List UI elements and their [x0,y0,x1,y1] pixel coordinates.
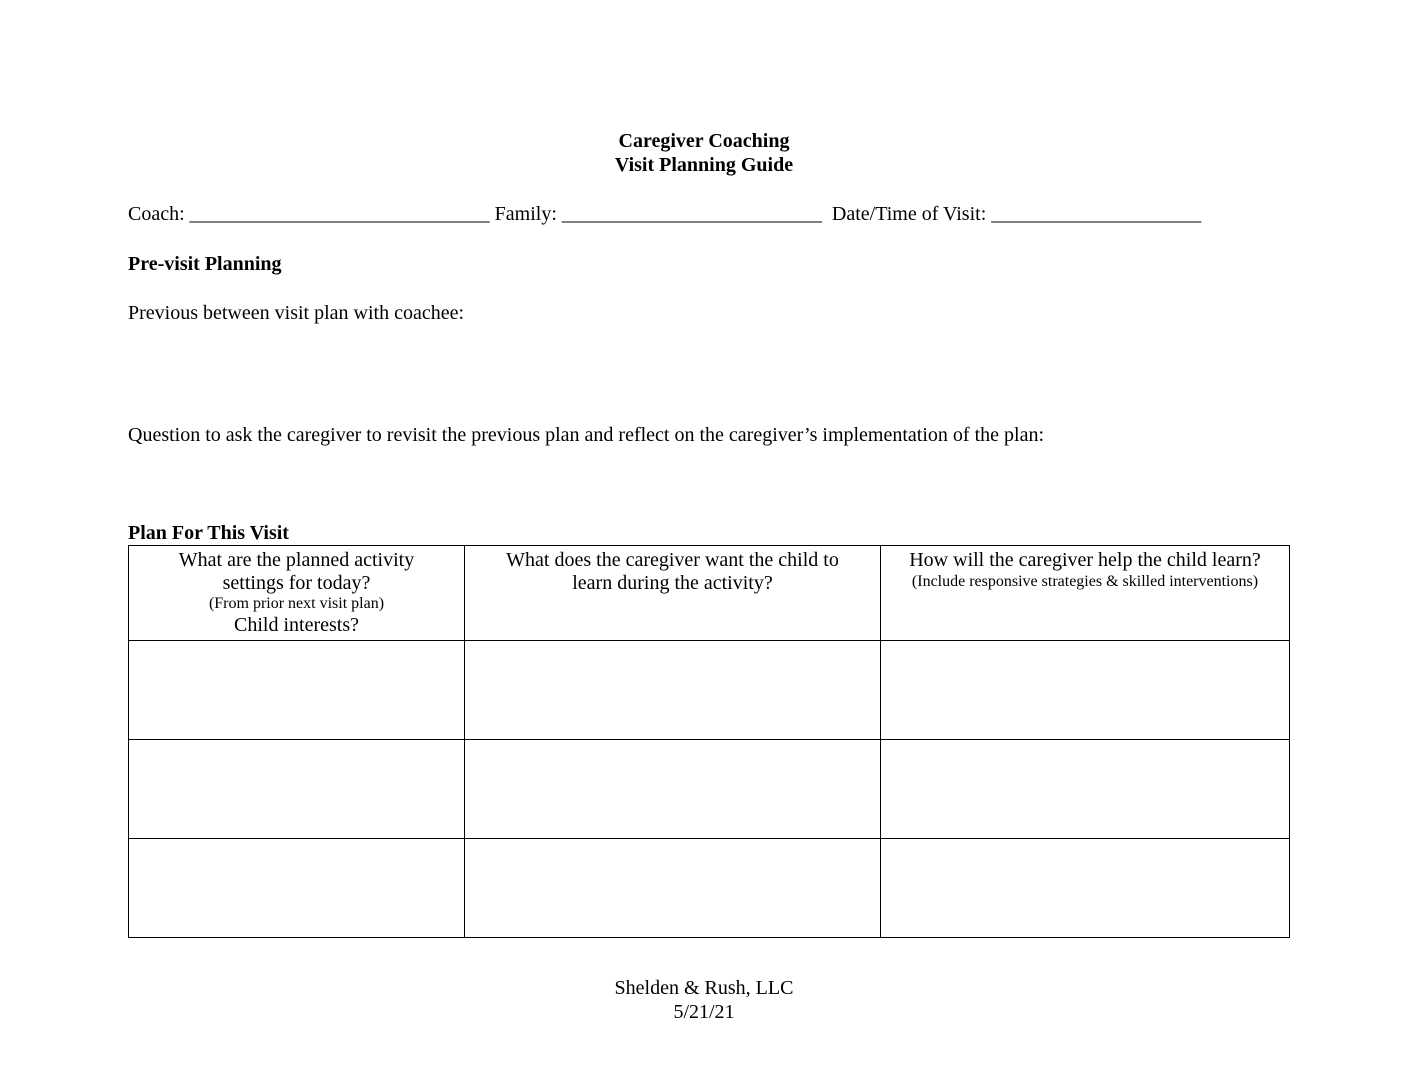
header-help-line1: How will the caregiver help the child learn? [909,549,1261,571]
document-subtitle: Visit Planning Guide [614,154,794,176]
header-activity-note: (From prior next visit plan) [208,595,385,612]
revisit-question-prompt: Question to ask the caregiver to revisit the previous plan and reflect on the caregiver’s implementation of the plan: [128,424,1044,446]
coach-field[interactable]: ______________________________ [189,203,490,225]
plan-heading: Plan For This Visit [128,522,289,544]
header-activity-line2: settings for today? [222,572,371,594]
table-cell[interactable] [129,839,465,938]
table-row [129,641,1290,740]
header-activity-settings [129,546,465,641]
previous-plan-prompt: Previous between visit plan with coachee: [128,302,465,324]
date-time-label: Date/Time of Visit: [831,203,987,225]
table-cell[interactable] [129,740,465,839]
document-title: Caregiver Coaching [618,130,790,152]
table-row [129,740,1290,839]
table-row [129,839,1290,938]
header-help-strategies [881,546,1290,641]
header-help-note: (Include responsive strategies & skilled interventions) [911,573,1259,590]
family-label: Family: [494,203,557,225]
footer-date: 5/21/21 [673,1001,735,1023]
plan-table [128,545,1290,938]
table-cell[interactable] [465,641,881,740]
table-cell[interactable] [129,641,465,740]
table-cell[interactable] [465,839,881,938]
header-learning-line1: What does the caregiver want the child to [506,549,839,571]
table-cell[interactable] [881,641,1290,740]
header-learning-goal [465,546,881,641]
pre-visit-heading: Pre-visit Planning [128,253,282,275]
family-field[interactable]: __________________________ [561,203,822,225]
header-learning-line2: learn during the activity? [572,572,773,594]
header-activity-line1: What are the planned activity [178,549,415,571]
table-cell[interactable] [465,740,881,839]
table-cell[interactable] [881,740,1290,839]
date-time-field[interactable]: _____________________ [991,203,1202,225]
table-header-row [129,546,1290,641]
footer-org: Shelden & Rush, LLC [614,977,794,999]
visit-info-fields [128,202,1201,226]
coach-label: Coach: [128,203,185,225]
header-activity-line3: Child interests? [234,614,359,636]
table-cell[interactable] [881,839,1290,938]
